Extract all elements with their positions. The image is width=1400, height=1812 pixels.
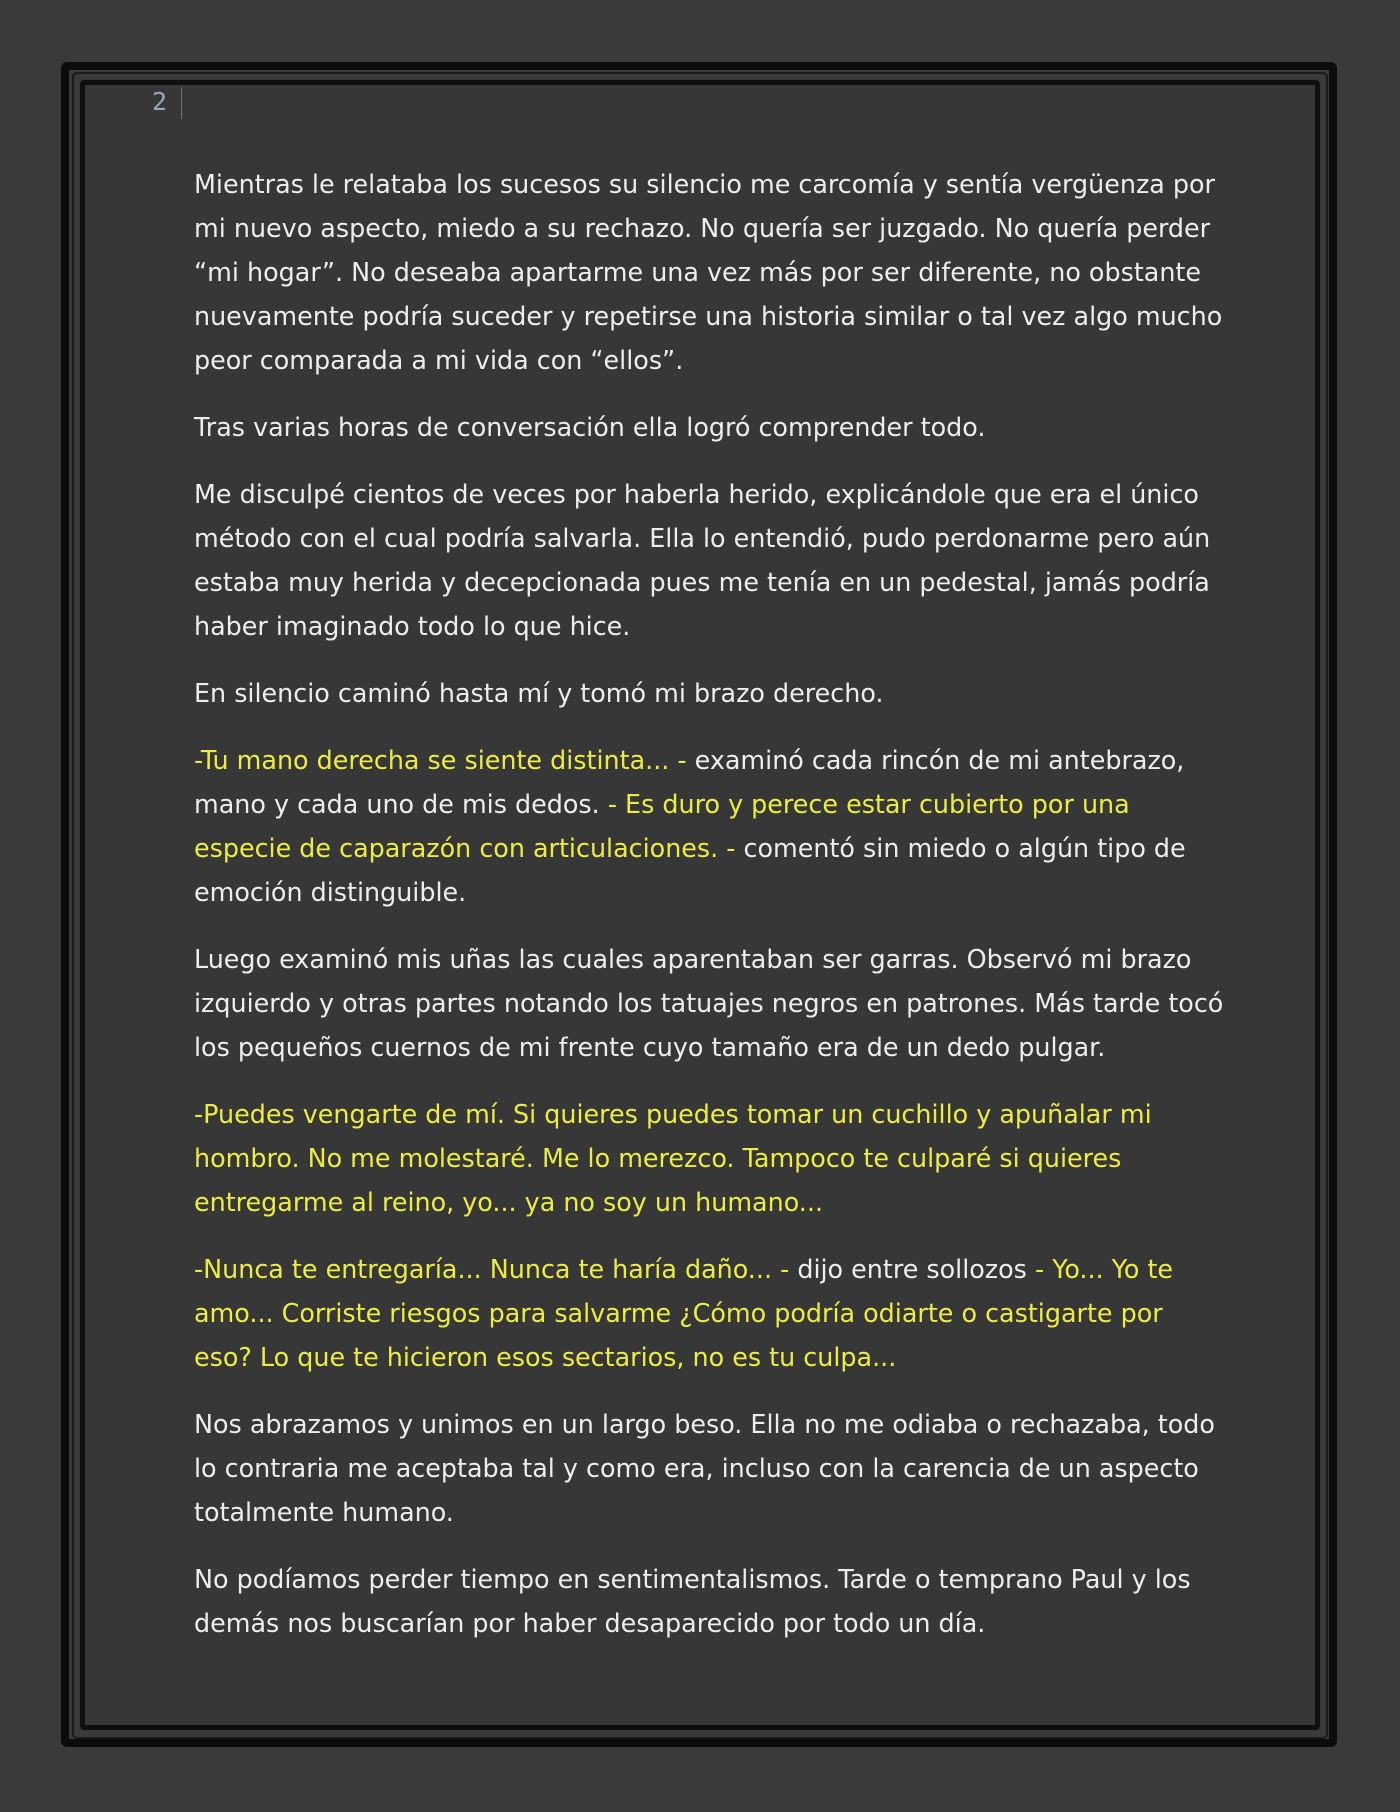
narration-text: examinó cada rincón de mi antebrazo, mano y cada uno de mis dedos. [194, 745, 1185, 819]
narration-text: Mientras le relataba los sucesos su silencio me carcomía y sentía vergüenza por mi nuevo aspecto, miedo a su rechazo. No quería ser juzgado. No quería perder “mi hogar”. No deseaba apartarme una vez más por ser diferente, no obstante nuevamente podría suceder y repetirse una historia similar o tal vez algo mucho peor comparada a mi vida con “ellos”. [194, 169, 1223, 375]
dialogue-text: -Nunca te entregaría... Nunca te haría daño... - [194, 1254, 798, 1284]
paragraph [194, 405, 1224, 449]
dialogue-text: -Tu mano derecha se siente distinta... - [194, 745, 695, 775]
narration-text: En silencio caminó hasta mí y tomó mi brazo derecho. [194, 678, 884, 708]
narration-text: No podíamos perder tiempo en sentimentalismos. Tarde o temprano Paul y los demás nos buscarían por haber desaparecido por todo un día. [194, 1564, 1191, 1638]
paragraph [194, 671, 1224, 715]
narration-text: Nos abrazamos y unimos en un largo beso. Ella no me odiaba o rechazaba, todo lo contraria me aceptaba tal y como era, incluso con la carencia de un aspecto totalmente humano. [194, 1409, 1215, 1527]
paragraph [194, 1402, 1224, 1534]
document-body [194, 162, 1224, 1668]
dialogue-text: - Es duro y perece estar cubierto por una especie de caparazón con articulaciones. - [194, 789, 1130, 863]
page-number: 2 [152, 87, 168, 116]
paragraph [194, 1247, 1224, 1379]
paragraph [194, 738, 1224, 914]
dialogue-text: -Puedes vengarte de mí. Si quieres puedes tomar un cuchillo y apuñalar mi hombro. No me molestaré. Me lo merezco. Tampoco te culparé si quieres entregarme al reino, yo... ya no soy un humano... [194, 1099, 1152, 1217]
text-cursor [181, 87, 182, 119]
paragraph [194, 1557, 1224, 1645]
narration-text: Luego examinó mis uñas las cuales aparentaban ser garras. Observó mi brazo izquierdo y otras partes notando los tatuajes negros en patrones. Más tarde tocó los pequeños cuernos de mi frente cuyo tamaño era de un dedo pulgar. [194, 944, 1224, 1062]
paragraph [194, 472, 1224, 648]
narration-text: dijo entre sollozos [797, 1254, 1035, 1284]
narration-text: Tras varias horas de conversación ella logró comprender todo. [194, 412, 986, 442]
narration-text: comentó sin miedo o algún tipo de emoción distinguible. [194, 833, 1186, 907]
paragraph [194, 1092, 1224, 1224]
paragraph [194, 162, 1224, 382]
paragraph [194, 937, 1224, 1069]
dialogue-text: - Yo... Yo te amo... Corriste riesgos para salvarme ¿Cómo podría odiarte o castigarte por eso? Lo que te hicieron esos sectarios, no es tu culpa... [194, 1254, 1174, 1372]
narration-text: Me disculpé cientos de veces por haberla herido, explicándole que era el único método con el cual podría salvarla. Ella lo entendió, pudo perdonarme pero aún estaba muy herida y decepcionada pues me tenía en un pedestal, jamás podría haber imaginado todo lo que hice. [194, 479, 1211, 641]
